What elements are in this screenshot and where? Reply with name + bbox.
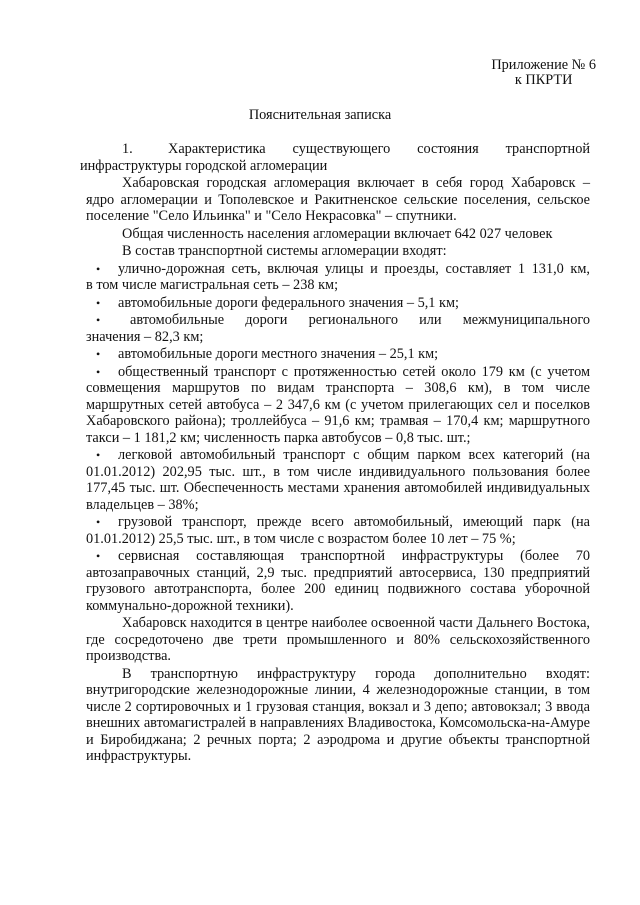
bullet-list bbox=[86, 261, 590, 615]
bullet-icon bbox=[86, 364, 118, 381]
bullet-text: грузового автотранспорта, более 200 единиц подвижного состава уборочной bbox=[86, 581, 590, 597]
bullet-item bbox=[86, 447, 590, 513]
bullet-item bbox=[86, 364, 590, 447]
bullet-item bbox=[86, 312, 590, 345]
bullet-text: автомобильные дороги местного значения – 25,1 км; bbox=[118, 346, 439, 362]
bullet-text: улично-дорожная сеть, включая улицы и проезды, составляет 1 131,0 км, bbox=[118, 260, 590, 277]
bullet-item bbox=[86, 346, 590, 363]
bullet-text: такси – 1 181,2 км; численность парка автобусов – 0,8 тыс. шт.; bbox=[86, 429, 471, 446]
paragraph-line: где сосредоточено две трети промышленного и 80% сельскохозяйственного bbox=[86, 631, 590, 648]
paragraph-line: внешних автомагистралей в направлениях Владивостока, Комсомольска-на-Амуре bbox=[86, 715, 590, 731]
appendix-line-1: Приложение № 6 bbox=[491, 57, 596, 73]
bullet-text: значения – 82,3 км; bbox=[86, 328, 204, 345]
paragraph-line: числе 2 сортировочных и 1 грузовая станция, вокзал и 3 депо; автовокзал; 3 ввода bbox=[86, 698, 590, 715]
bullet-item bbox=[86, 548, 590, 614]
bullet-text: коммунально-дорожной техники). bbox=[86, 597, 294, 614]
bullet-text: автомобильные дороги регионального или межмуниципального bbox=[130, 312, 590, 328]
document-title: Пояснительная записка bbox=[248, 107, 392, 123]
bullet-text: автозаправочных станций, 2,9 тыс. предприятий автосервиса, 130 предприятий bbox=[86, 564, 590, 581]
paragraph-line: Хабаровск находится в центре наиболее освоенной части Дальнего Востока, bbox=[122, 615, 590, 631]
appendix-label bbox=[491, 58, 596, 88]
paragraph-line: внутригородские железнодорожные линии, 4 железнодорожные станции, в том bbox=[86, 682, 590, 698]
paragraph-location bbox=[86, 615, 590, 665]
paragraph-line: поселение "Село Ильинка" и "Село Некрасовка" – спутники. bbox=[86, 208, 457, 224]
section-number: 1. bbox=[122, 141, 133, 157]
document-body bbox=[80, 141, 590, 765]
paragraph-line: В транспортную инфраструктуру города дополнительно входят: bbox=[122, 665, 590, 682]
paragraph-infrastructure bbox=[86, 665, 590, 765]
bullet-text: 177,45 тыс. шт. Обеспеченность местами хранения автомобилей индивидуальных bbox=[86, 480, 590, 496]
bullet-text: 01.01.2012) 25,5 тыс. шт., в том числе с возрастом более 10 лет – 75 %; bbox=[86, 530, 516, 547]
paragraph-line: производства. bbox=[86, 648, 171, 664]
bullet-icon bbox=[86, 261, 118, 278]
bullet-text: автомобильные дороги федерального значения – 5,1 км; bbox=[118, 294, 459, 311]
paragraph-line: инфраструктуры. bbox=[86, 748, 192, 764]
section-heading bbox=[110, 141, 590, 158]
bullet-icon bbox=[86, 548, 118, 565]
bullet-item bbox=[86, 514, 590, 547]
paragraph-agglomeration bbox=[86, 175, 590, 225]
bullet-text: в том числе магистральная сеть – 238 км; bbox=[86, 277, 339, 293]
section-heading-line-2: инфраструктуры городской агломерации bbox=[80, 157, 328, 174]
bullet-icon bbox=[86, 346, 118, 363]
bullet-text: грузовой транспорт, прежде всего автомобильный, имеющий парк (на bbox=[118, 514, 590, 530]
section-heading-line-1: Характеристика существующего состояния транспортной bbox=[168, 141, 590, 157]
bullet-icon bbox=[86, 312, 130, 329]
bullet-text: 01.01.2012) 202,95 тыс. шт., в том числе индивидуального пользования более bbox=[86, 463, 590, 480]
bullet-text: сервисная составляющая транспортной инфраструктуры (более 70 bbox=[118, 548, 590, 564]
bullet-text: общественный транспорт с протяженностью сетей около 179 км (с учетом bbox=[118, 363, 590, 380]
bullet-icon bbox=[86, 447, 118, 464]
paragraph-line: Хабаровская городская агломерация включает в себя город Хабаровск – bbox=[122, 175, 590, 191]
composition-intro: В состав транспортной системы агломерации входят: bbox=[122, 243, 447, 259]
paragraph-line: и Биробиджана; 2 речных порта; 2 аэродрома и другие объекты транспортной bbox=[86, 731, 590, 748]
bullet-icon bbox=[86, 295, 118, 312]
bullet-text: Хабаровского района); троллейбуса – 91,6 км; трамвая – 170,4 км; маршрутного bbox=[86, 413, 590, 429]
bullet-text: совмещения маршрутов по видам транспорта – 308,6 км), в том числе bbox=[86, 380, 590, 396]
bullet-text: маршрутных сетей автобуса – 2 347,6 км (с учетом прилегающих сел и поселков bbox=[86, 396, 590, 413]
bullet-icon bbox=[86, 514, 118, 531]
bullet-text: владельцев – 38%; bbox=[86, 496, 199, 513]
bullet-item bbox=[86, 295, 590, 312]
appendix-line-2: к ПКРТИ bbox=[514, 72, 573, 88]
population-line: Общая численность населения агломерации включает 642 027 человек bbox=[122, 225, 553, 242]
bullet-item bbox=[86, 261, 590, 294]
bullet-text: легковой автомобильный транспорт с общим парком всех категорий (на bbox=[118, 447, 590, 463]
paragraph-line: ядро агломерации и Тополевское и Ракитненское сельские поселения, сельское bbox=[86, 191, 590, 208]
